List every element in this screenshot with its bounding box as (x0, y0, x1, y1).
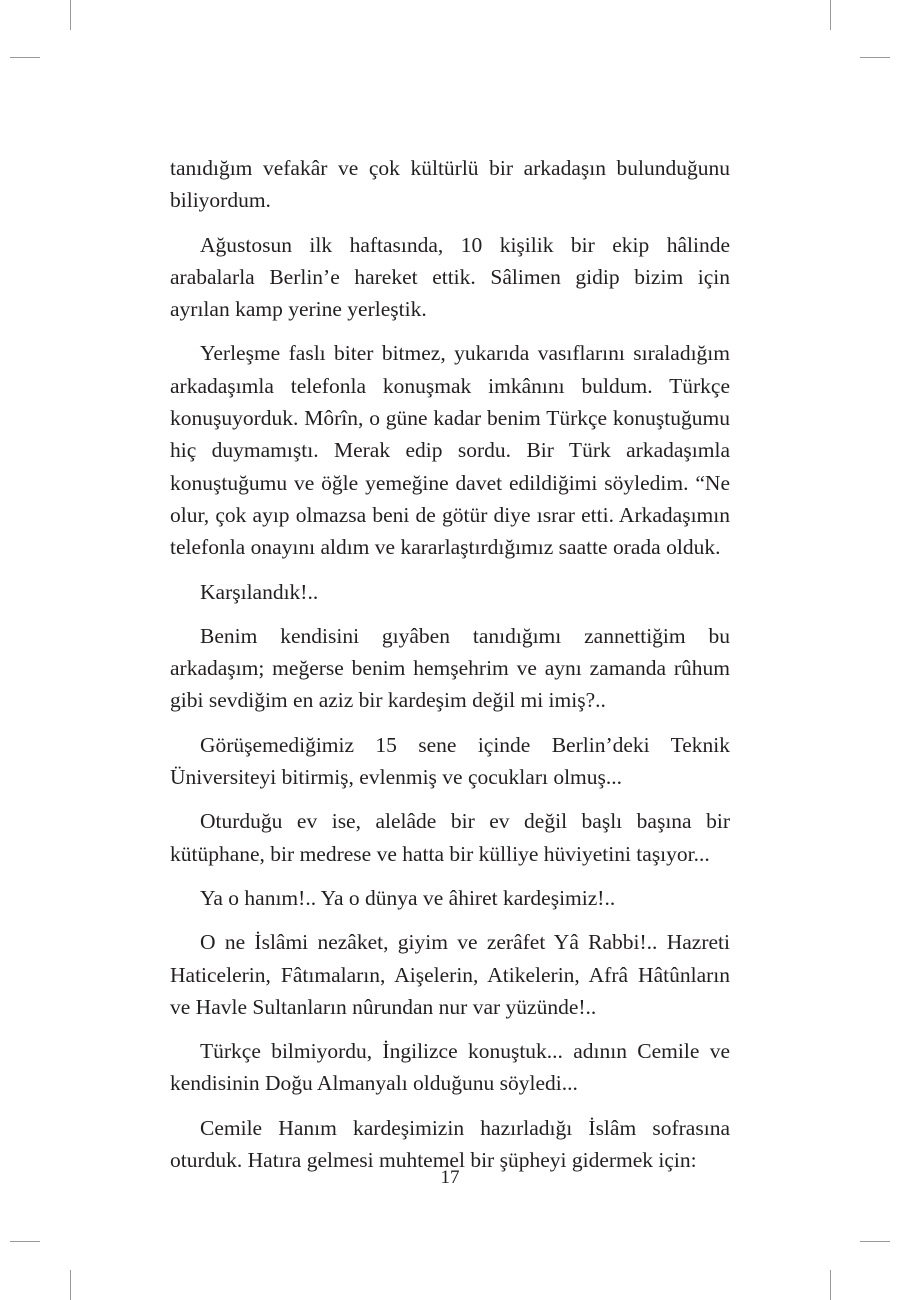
paragraph: Ya o hanım!.. Ya o dünya ve âhiret kardeşimiz!.. (200, 885, 616, 910)
crop-mark-top-right-vertical (830, 0, 831, 30)
page-body-text (170, 152, 730, 1188)
crop-mark-bottom-right-vertical (830, 1270, 831, 1300)
crop-mark-bottom-left-horizontal (10, 1241, 40, 1242)
paragraph: Karşılandık!.. (200, 579, 319, 604)
crop-mark-top-right-horizontal (860, 57, 890, 58)
crop-mark-bottom-left-vertical (70, 1270, 71, 1300)
paragraph: Türkçe bilmiyordu, İngilizce konuştuk... adının Cemile ve kendisinin Doğu Almanyalı olduğunu söyledi... (170, 1039, 730, 1096)
paragraph: Benim kendisini gıyâben tanıdığımı zannettiğim bu arkadaşım; meğerse benim hemşehrim ve aynı zamanda rûhum gibi sevdiğim en aziz bir kardeşim değil mi imiş?.. (170, 623, 730, 713)
crop-mark-bottom-right-horizontal (860, 1241, 890, 1242)
paragraph: Cemile Hanım kardeşimizin hazırladığı İslâm sofrasına oturduk. Hatıra gelmesi muhtemel bir şüpheyi gidermek için: (170, 1115, 730, 1173)
page-number: 17 (440, 1167, 460, 1188)
crop-mark-top-left-vertical (70, 0, 71, 30)
paragraph: Oturduğu ev ise, alelâde bir ev değil başlı başına bir kütüphane, bir medrese ve hatta bir külliye hüviyetini taşıyor... (170, 809, 730, 866)
paragraph: Ağustosun ilk haftasında, 10 kişilik bir ekip hâlinde arabalarla Berlin’e hareket ettik. Sâlimen gidip bizim için ayrılan kamp yerine yerleştik. (170, 232, 730, 322)
paragraph: Görüşemediğimiz 15 sene içinde Berlin’deki Teknik Üniversiteyi bitirmiş, evlenmiş ve çocukları olmuş... (170, 732, 730, 790)
paragraph-continuation: tanıdığım vefakâr ve çok kültürlü bir arkadaşın bulunduğunu biliyordum. (170, 156, 730, 213)
paragraph: Yerleşme faslı biter bitmez, yukarıda vasıflarını sıraladığım arkadaşımla telefonla konuşmak imkânını buldum. Türkçe konuşuyorduk. Môrîn, o güne kadar benim Türkçe konuştuğumu hiç duymamıştı. Merak edip sordu. Bir Türk arkadaşımla konuştuğumu ve öğle yemeğine davet edildiğimi söyledim. “Ne olur, çok ayıp olmazsa beni de götür diye ısrar etti. Arkadaşımın telefonla onayını aldım ve kararlaştırdığımız saatte orada olduk. (170, 341, 730, 560)
paragraph: O ne İslâmi nezâket, giyim ve zerâfet Yâ Rabbi!.. Hazreti Haticelerin, Fâtımaların, Aişelerin, Atikelerin, Afrâ Hâtûnların ve Havle Sultanların nûrundan nur var yüzünde!.. (170, 930, 730, 1019)
crop-mark-top-left-horizontal (10, 57, 40, 58)
